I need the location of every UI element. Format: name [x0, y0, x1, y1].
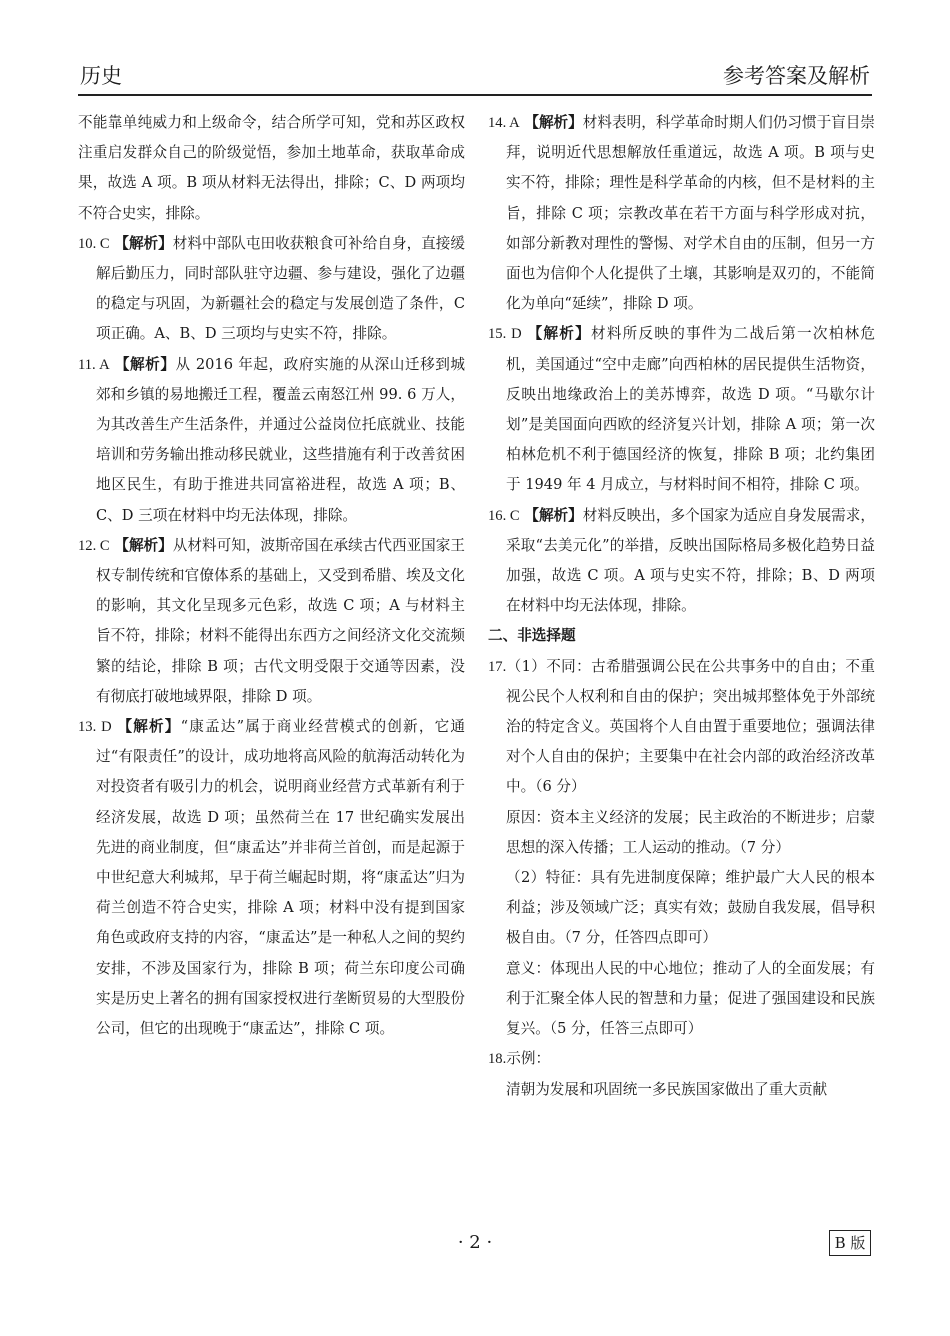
question-number: 12. C: [78, 537, 110, 554]
answer-text: 材料所反映的事件为二战后第一次柏林危机，美国通过“空中走廊”向西柏林的居民提供生活物资，反映出地缘政治上的美苏博弈，故选 D 项。“马歇尔计划”是美国面向西欧的经济复兴计划，排除 A 项；第一次柏林危机不利于德国经济的恢复，排除 B 项；北约集团于 1949 年 4 月成立，与材料时间不相符，排除 C 项。: [506, 325, 875, 494]
answer-item: [488, 1044, 875, 1074]
answer-text: 从材料可知，波斯帝国在承续古代西亚国家王权专制传统和官僚体系的基础上，又受到希腊、埃及文化的影响，其文化呈现多元色彩，故选 C 项；A 与材料主旨不符，排除；材料不能得出东西方之间经济文化交流频繁的结论，排除 B 项；古代文明受限于交通等因素，没有彻底打破地域界限，排除 D 项。: [96, 536, 466, 705]
analysis-label: 【解析】: [114, 536, 173, 554]
answer-item: [78, 229, 465, 350]
answer-paragraph: 清朝为发展和巩固统一多民族国家做出了重大贡献: [506, 1080, 828, 1098]
answer-text: 材料中部队屯田收获粮食可补给自身，直接缓解后勤压力，同时部队驻守边疆、参与建设，强化了边疆的稳定与巩固，为新疆社会的稳定与发展创造了条件，C 项正确。A、B、D 三项均与史实不符，排除。: [96, 234, 466, 343]
left-column: [78, 108, 465, 1044]
answer-item: [488, 319, 875, 500]
answer-text: 示例：: [506, 1050, 551, 1068]
right-column: [488, 108, 875, 1105]
answer-item: [78, 531, 465, 712]
answer-text: 材料反映出，多个国家为适应自身发展需求，采取“去美元化”的举措，反映出国际格局多极化趋势日益加强，故选 C 项。A 项与史实不符，排除；B、D 两项在材料中均无法体现，排除。: [506, 506, 876, 615]
question-number: 13. D: [78, 719, 112, 736]
edition-badge: B 版: [829, 1230, 871, 1256]
answer-item: [488, 501, 875, 622]
analysis-label: 【解析】: [114, 355, 176, 373]
analysis-label: 【解析】: [524, 114, 583, 131]
answer-paragraph: 意义：体现出人民的中心地位；推动了人的全面发展；有利于汇聚全体人民的智慧和力量；促进了强国建设和民族复兴。（5 分，任答三点即可）: [506, 959, 875, 1038]
question-number: 18.: [488, 1051, 507, 1068]
answer-item: [78, 712, 465, 1044]
question-number: 16. C: [488, 507, 520, 524]
analysis-label: 【解析】: [114, 234, 173, 252]
answer-item: [488, 108, 875, 319]
analysis-label: 【解析】: [524, 506, 583, 524]
answer-paragraph: （2）特征：具有先进制度保障；维护最广大人民的根本利益；涉及领域广泛；真实有效；鼓励自我发展，倡导积极自由。（7 分，任答四点即可）: [506, 869, 875, 947]
question-number: 17.: [488, 658, 507, 675]
question-number: 15. D: [488, 326, 522, 343]
answer-item: [488, 652, 875, 803]
question-number: 14. A: [488, 115, 520, 131]
answer-text: （1）不同：古希腊强调公民在公共事务中的自由；不重视公民个人权利和自由的保护；突出城邦整体免于外部统治的特定含义。英国将个人自由置于重要地位；强调法律对个人自由的保护；主要集中在社会内部的政治经济改革中。（6 分）: [506, 657, 875, 796]
page-header: [78, 58, 872, 96]
document-title: 参考答案及解析: [723, 64, 870, 88]
continued-text: 不能靠单纯威力和上级命令，结合所学可知，党和苏区政权注重启发群众自己的阶级觉悟，参加土地革命，获取革命成果，故选 A 项。B 项从材料无法得出，排除；C、D 两项均不符合史实，排除。: [78, 114, 465, 222]
section-heading: 二、非选择题: [488, 627, 576, 645]
analysis-label: 【解析】: [117, 718, 181, 736]
answer-text: 材料表明，科学革命时期人们仍习惯于盲目崇拜，说明近代思想解放任重道远，故选 A 项。B 项与史实不符，排除；理性是科学革命的内核，但不是材料的主旨，排除 C 项；宗教改革在若干方面与科学形成对抗，如部分新教对理性的警惕、对学术自由的压制，但另一方面也为信仰个人化提供了土壤，其影响是双刃的，不能简化为单向“延续”，排除 D 项。: [506, 114, 876, 313]
analysis-label: 【解析】: [527, 325, 591, 343]
question-number: 10. C: [78, 235, 110, 252]
answer-text: “康孟达”属于商业经营模式的创新，它通过“有限责任”的设计，成功地将高风险的航海活动转化为对投资者有吸引力的机会，说明商业经营方式革新有利于经济发展，故选 D 项；虽然荷兰在 17 世纪确实发展出先进的商业制度，但“康孟达”并非荷兰首创，而是起源于中世纪意大利城邦，早于荷兰崛起时期，将“康孟达”归为荷兰创造不符合史实，排除 A 项；材料中没有提到国家角色或政府支持的内容，“康孟达”是一种私人之间的契约安排，不涉及国家行为，排除 B 项；荷兰东印度公司确实是历史上著名的拥有国家授权进行垄断贸易的大型股份公司，但它的出现晚于“康孟达”，排除 C 项。: [96, 718, 465, 1038]
answer-item: [78, 350, 465, 531]
answer-text: 从 2016 年起，政府实施的从深山迁移到城郊和乡镇的易地搬迁工程，覆盖云南怒江州 99. 6 万人，为其改善生产生活条件，并通过公益岗位托底就业、技能培训和劳务输出推动移民就业，这些措施有利于改善贫困地区民生，有助于推进共同富裕进程，故选 A 项；B、C、D 三项在材料中均无法体现，排除。: [96, 355, 465, 524]
question-number: 11. A: [78, 356, 110, 373]
answer-paragraph: 原因：资本主义经济的发展；民主政治的不断进步；启蒙思想的深入传播；工人运动的推动。（7 分）: [506, 808, 875, 856]
page-number: · 2 ·: [457, 1232, 493, 1253]
subject-label: 历史: [80, 64, 122, 88]
